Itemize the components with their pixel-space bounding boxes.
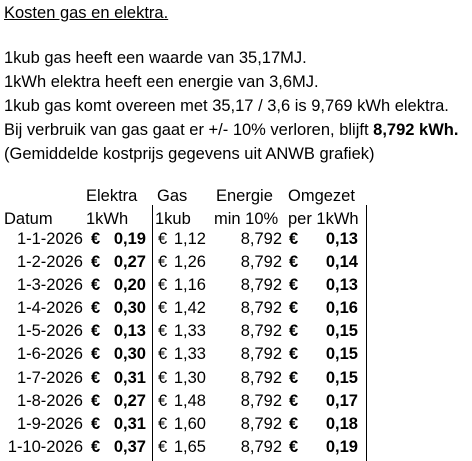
header-gas-top: Gas (157, 187, 188, 205)
intro-line-gas-value: 1kub gas heeft een waarde van 35,17MJ. (4, 49, 307, 67)
euro-sign: € (158, 345, 168, 364)
table-cell-elektra: 0,30 (113, 345, 146, 364)
euro-sign: € (158, 230, 168, 248)
table-cell-energie: 8,792 (240, 299, 282, 318)
euro-sign: € (91, 391, 101, 410)
euro-sign: € (91, 276, 101, 295)
table-cell-omgezet: 0,16 (325, 299, 358, 318)
table-cell-omgezet: 0,15 (325, 345, 358, 364)
table-cell-datum: 1-7-2026 (16, 368, 83, 387)
table-cell-elektra: 0,27 (113, 391, 146, 410)
table-cell-omgezet: 0,13 (325, 276, 358, 295)
euro-sign: € (91, 345, 101, 364)
table-cell-datum: 1-10-2026 (7, 437, 83, 456)
euro-sign: € (289, 276, 299, 295)
table-row (0, 367, 472, 390)
header-datum: Datum (4, 210, 53, 228)
table-row (0, 413, 472, 436)
euro-sign: € (158, 368, 168, 387)
table-cell-omgezet: 0,15 (325, 368, 358, 387)
table-cell-gas: 1,16 (173, 276, 206, 295)
euro-sign: € (158, 299, 168, 318)
table-cell-gas: 1,33 (173, 345, 206, 364)
table-cell-elektra: 0,27 (113, 253, 146, 272)
intro-line-electra-energy: 1kWh elektra heeft een energie van 3,6MJ. (4, 73, 319, 91)
table-row (0, 251, 472, 274)
table-cell-omgezet: 0,18 (325, 414, 358, 433)
table-cell-elektra: 0,31 (113, 414, 146, 433)
euro-sign: € (158, 437, 168, 456)
euro-sign: € (289, 253, 299, 272)
table-cell-energie: 8,792 (240, 230, 282, 248)
table-cell-datum: 1-5-2026 (16, 322, 83, 341)
intro-line-loss-result: 8,792 kWh. (373, 121, 459, 139)
table-cell-energie: 8,792 (240, 391, 282, 410)
euro-sign: € (158, 276, 168, 295)
euro-sign: € (91, 299, 101, 318)
header-energie-bottom: min 10% (214, 210, 279, 228)
euro-sign: € (289, 437, 299, 456)
table-row (0, 343, 472, 366)
table-cell-energie: 8,792 (240, 345, 282, 364)
table-row (0, 320, 472, 343)
intro-line-loss (4, 120, 458, 140)
table-cell-datum: 1-3-2026 (16, 276, 83, 295)
table-cell-gas: 1,42 (173, 299, 206, 318)
header-energie-top: Energie (216, 187, 273, 205)
table-row (0, 274, 472, 297)
table-cell-gas: 1,48 (173, 391, 206, 410)
table-cell-datum: 1-4-2026 (16, 299, 83, 318)
table-cell-datum: 1-6-2026 (16, 345, 83, 364)
euro-sign: € (158, 391, 168, 410)
euro-sign: € (91, 414, 101, 433)
euro-sign: € (158, 414, 168, 433)
table-cell-datum: 1-1-2026 (16, 230, 83, 248)
intro-line-source: (Gemiddelde kostprijs gegevens uit ANWB grafiek) (4, 145, 375, 163)
document-title: Kosten gas en elektra. (4, 4, 169, 22)
header-omgezet-top: Omgezet (288, 187, 355, 205)
euro-sign: € (91, 253, 101, 272)
table-cell-gas: 1,60 (173, 414, 206, 433)
euro-sign: € (289, 391, 299, 410)
table-cell-elektra: 0,20 (113, 276, 146, 295)
table-row (0, 228, 472, 251)
table-row (0, 297, 472, 320)
table-row (0, 390, 472, 413)
table-row (0, 436, 472, 459)
euro-sign: € (91, 322, 101, 341)
header-elektra-bottom: 1kWh (86, 210, 129, 228)
header-omgezet-bottom: per 1kWh (288, 210, 359, 228)
table-cell-gas: 1,26 (173, 253, 206, 272)
table-cell-energie: 8,792 (240, 276, 282, 295)
table-cell-elektra: 0,30 (113, 299, 146, 318)
table-cell-datum: 1-8-2026 (16, 391, 83, 410)
table-cell-energie: 8,792 (240, 437, 282, 456)
table-cell-gas: 1,12 (173, 230, 206, 248)
table-cell-energie: 8,792 (240, 368, 282, 387)
table-cell-gas: 1,65 (173, 437, 206, 456)
euro-sign: € (158, 253, 168, 272)
euro-sign: € (289, 299, 299, 318)
table-cell-datum: 1-2-2026 (16, 253, 83, 272)
table-cell-elektra: 0,31 (113, 368, 146, 387)
euro-sign: € (289, 368, 299, 387)
table-cell-omgezet: 0,19 (325, 437, 358, 456)
table-cell-gas: 1,33 (173, 322, 206, 341)
euro-sign: € (289, 414, 299, 433)
table-cell-omgezet: 0,14 (325, 253, 358, 272)
euro-sign: € (289, 230, 299, 248)
table-cell-energie: 8,792 (240, 253, 282, 272)
euro-sign: € (289, 345, 299, 364)
table-cell-elektra: 0,37 (113, 437, 146, 456)
table-cell-elektra: 0,19 (113, 230, 146, 248)
euro-sign: € (289, 322, 299, 341)
euro-sign: € (91, 230, 101, 248)
header-elektra-top: Elektra (86, 187, 138, 205)
table-cell-energie: 8,792 (240, 414, 282, 433)
euro-sign: € (91, 368, 101, 387)
euro-sign: € (158, 322, 168, 341)
table-cell-elektra: 0,13 (113, 322, 146, 341)
table-cell-datum: 1-9-2026 (16, 414, 83, 433)
intro-line-conversion: 1kub gas komt overeen met 35,17 / 3,6 is 9,769 kWh elektra. (4, 97, 449, 115)
table-cell-omgezet: 0,13 (325, 230, 358, 248)
table-cell-omgezet: 0,17 (325, 391, 358, 410)
header-gas-bottom: 1kub (155, 210, 191, 228)
table-cell-omgezet: 0,15 (325, 322, 358, 341)
intro-line-loss-text: Bij verbruik van gas gaat er +/- 10% verloren, blijft (4, 121, 374, 139)
table-cell-energie: 8,792 (240, 322, 282, 341)
table-cell-gas: 1,30 (173, 368, 206, 387)
price-table-body (0, 228, 472, 459)
euro-sign: € (91, 437, 101, 456)
